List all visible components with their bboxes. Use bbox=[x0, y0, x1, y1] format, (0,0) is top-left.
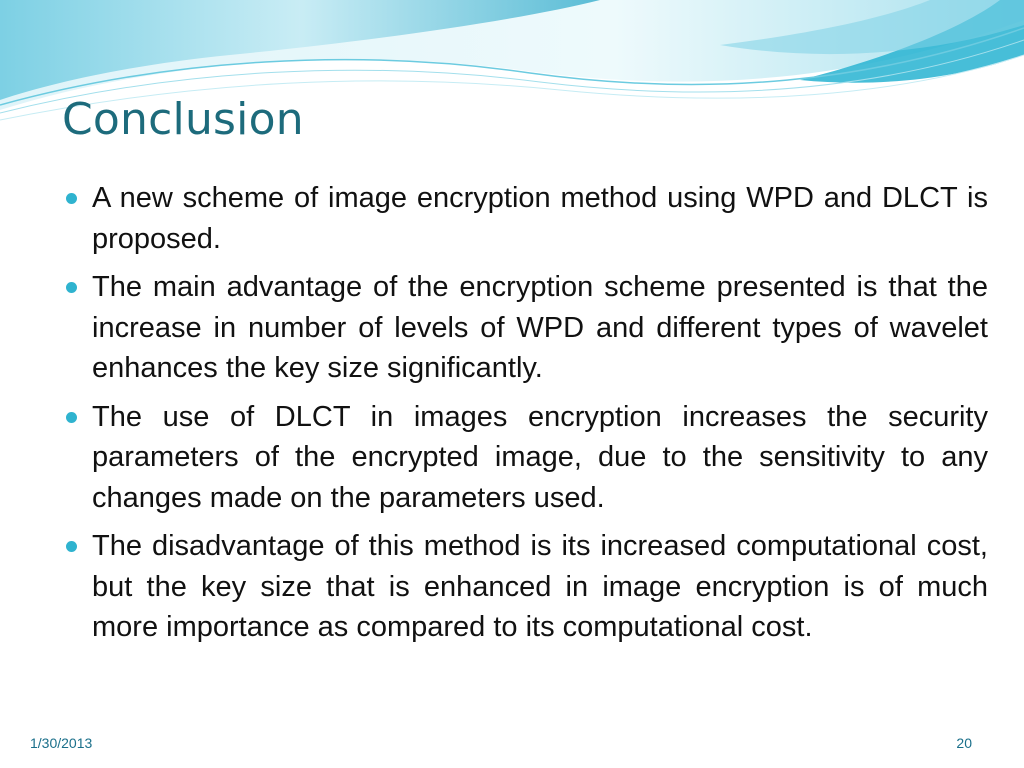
bullet-text: The use of DLCT in images encryption increases the security parameters of the encrypted image, due to the sensitivity to any changes made on the parameters used. bbox=[92, 400, 988, 514]
bullet-item bbox=[60, 178, 988, 259]
slide-title: Conclusion bbox=[62, 94, 304, 145]
bullet-item bbox=[60, 267, 988, 389]
bullet-text: A new scheme of image encryption method using WPD and DLCT is proposed. bbox=[92, 182, 988, 255]
bullet-icon bbox=[66, 412, 77, 423]
bullet-icon bbox=[66, 541, 77, 552]
bullet-item bbox=[60, 397, 988, 519]
footer-page-number: 20 bbox=[956, 735, 972, 751]
bullet-icon bbox=[66, 282, 77, 293]
footer-date: 1/30/2013 bbox=[30, 735, 93, 751]
bullet-icon bbox=[66, 193, 77, 204]
bullet-item bbox=[60, 526, 988, 648]
bullet-list bbox=[60, 178, 988, 656]
bullet-text: The disadvantage of this method is its increased computational cost, but the key size that is enhanced in image encryption is of much more importance as compared to its computational cost. bbox=[92, 530, 988, 643]
bullet-text: The main advantage of the encryption scheme presented is that the increase in number of levels of WPD and different types of wavelet enhances the key size significantly. bbox=[92, 271, 988, 384]
